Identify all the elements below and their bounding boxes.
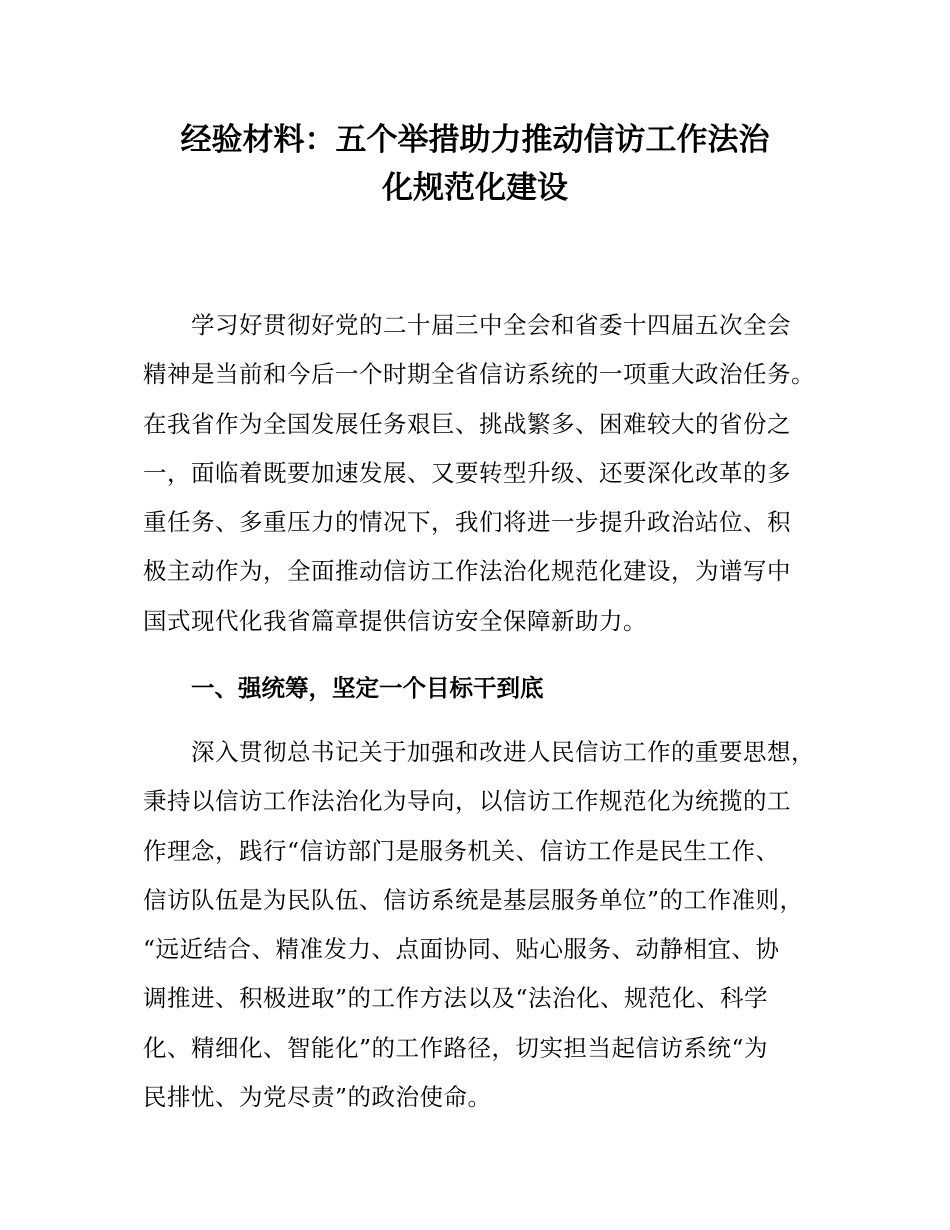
paragraph-line: 秉持以信访工作法治化为导向，以信访工作规范化为统揽的工 xyxy=(143,787,791,816)
paragraph-line: 民排忧、为党尽责”的政治使命。 xyxy=(143,1083,492,1112)
paragraph-line: 信访队伍是为民队伍、信访系统是基层服务单位”的工作准则， xyxy=(143,885,804,914)
section-paragraph xyxy=(143,728,823,1122)
paragraph-line: 深入贯彻总书记关于加强和改进人民信访工作的重要思想， xyxy=(191,738,815,766)
paragraph-line: 国式现代化我省篇章提供信访安全保障新助力。 xyxy=(143,606,647,635)
paragraph-line: 学习好贯彻好党的二十届三中全会和省委十四届五次全会 xyxy=(191,311,791,339)
paragraph-line: 一，面临着既要加速发展、又要转型升级、还要深化改革的多 xyxy=(143,458,791,487)
document-title-line-1: 经验材料：五个举措助力推动信访工作法治 xyxy=(180,122,770,158)
paragraph-line: 调推进、积极进取”的工作方法以及“法治化、规范化、科学 xyxy=(143,984,769,1013)
paragraph-line: 化、精细化、智能化”的工作路径，切实担当起信访系统“为 xyxy=(143,1033,769,1062)
paragraph-line: 在我省作为全国发展任务艰巨、挑战繁多、困难较大的省份之 xyxy=(143,409,791,438)
intro-paragraph xyxy=(143,301,823,646)
paragraph-line: 作理念，践行“信访部门是服务机关、信访工作是民生工作、 xyxy=(143,836,780,865)
document-title-line-2: 化规范化建设 xyxy=(382,170,568,206)
paragraph-line: 精神是当前和今后一个时期全省信访系统的一项重大政治任务。 xyxy=(143,360,815,389)
paragraph-line: “远近结合、精准发力、点面协同、贴心服务、动静相宜、协 xyxy=(143,935,780,964)
paragraph-line: 极主动作为，全面推动信访工作法治化规范化建设，为谱写中 xyxy=(143,557,791,586)
paragraph-line: 重任务、多重压力的情况下，我们将进一步提升政治站位、积 xyxy=(143,508,791,537)
section-heading: 一、强统筹，坚定一个目标干到底 xyxy=(191,674,544,702)
